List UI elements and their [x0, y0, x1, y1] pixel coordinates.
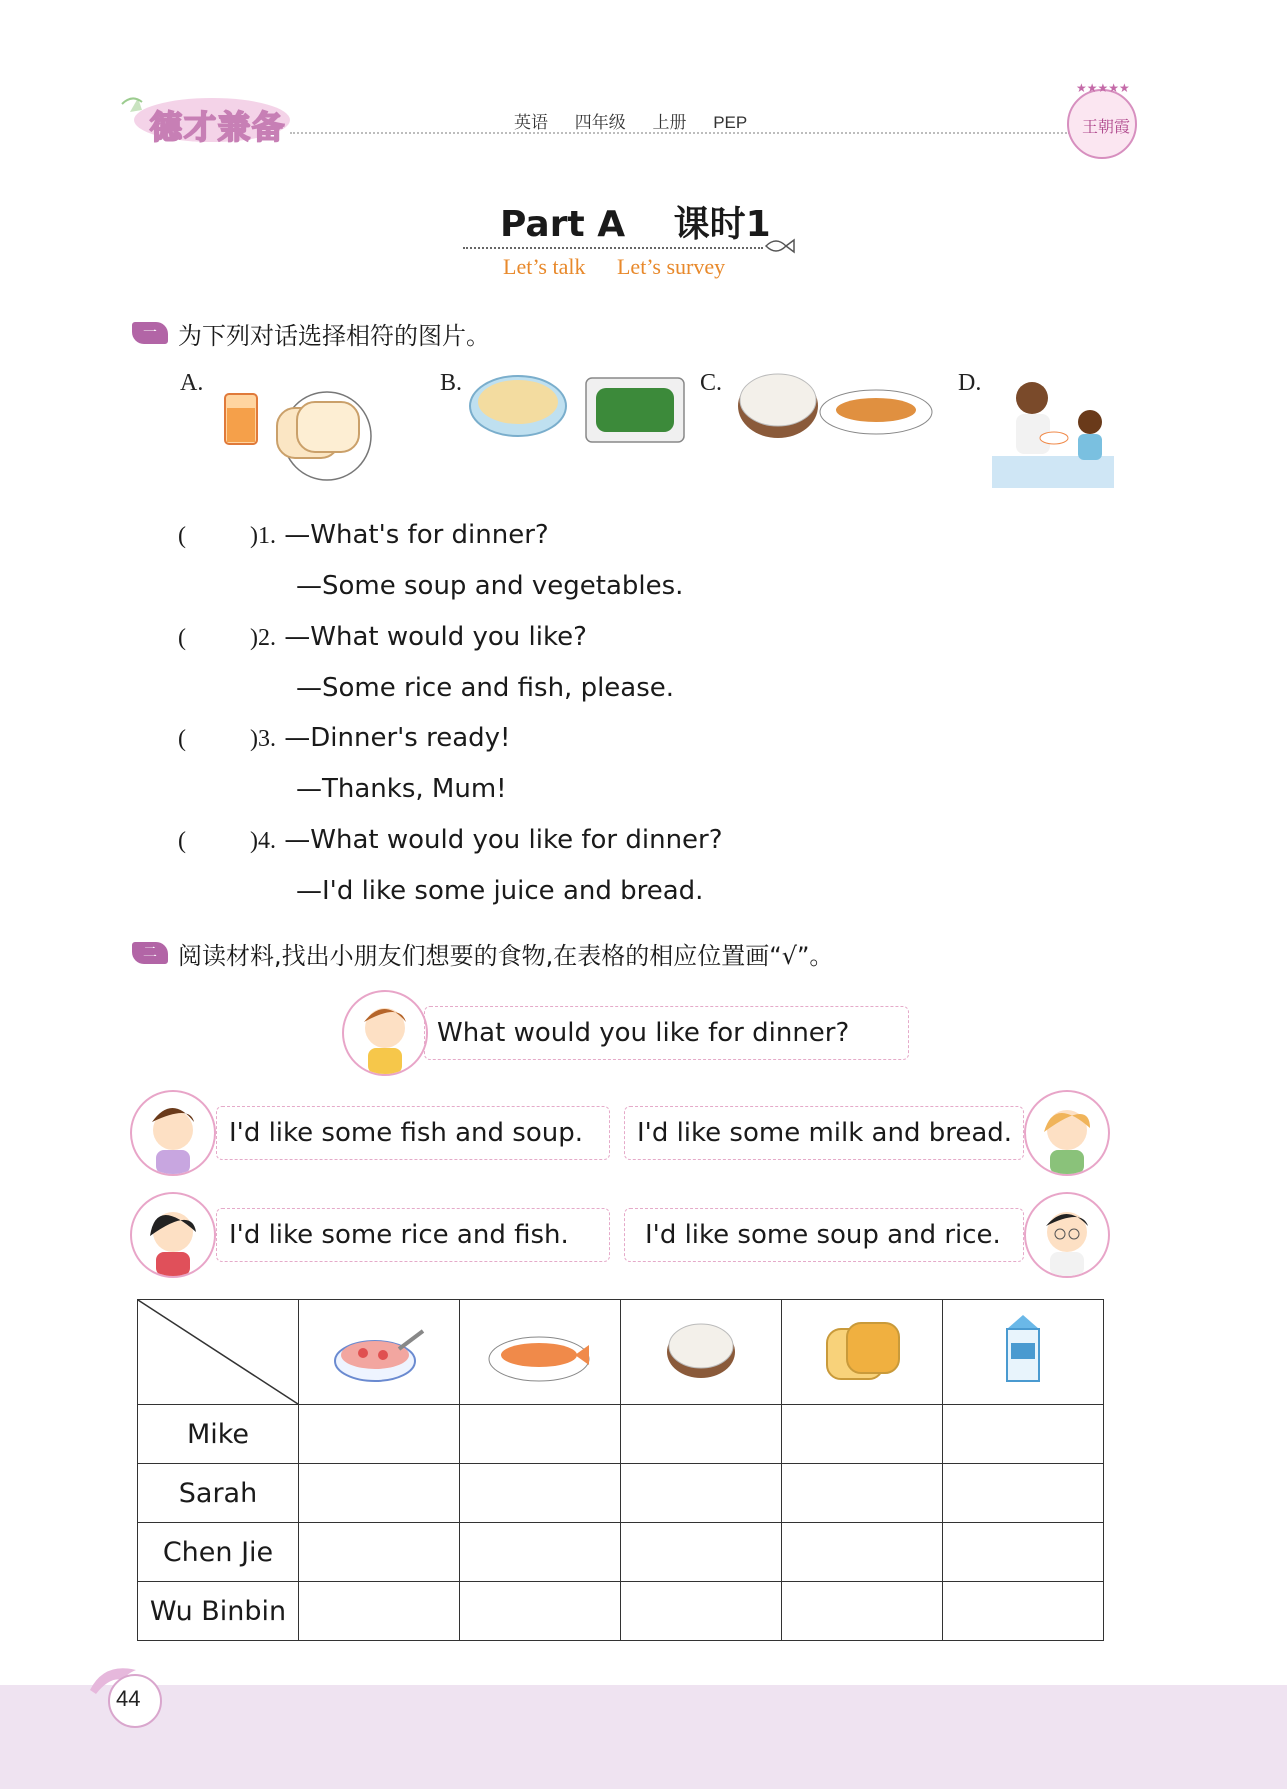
survey-table [137, 1299, 1104, 1641]
check-cell[interactable] [460, 1582, 621, 1641]
question-number: )4. [250, 828, 276, 854]
row-name: Wu Binbin [138, 1582, 299, 1641]
page-title [500, 196, 771, 247]
question-2-reply: —Some rice and fish, please. [296, 673, 675, 703]
answer-bubble-wu-binbin: I'd like some soup and rice. [624, 1208, 1024, 1262]
question-2 [178, 622, 587, 652]
check-cell[interactable] [943, 1405, 1104, 1464]
check-cell[interactable] [782, 1405, 943, 1464]
subtitle-survey: Let’s survey [616, 254, 726, 279]
publisher-seal [1062, 78, 1142, 162]
fish-icon [460, 1300, 621, 1405]
soup-icon [299, 1300, 460, 1405]
title-part: Part A [500, 204, 626, 245]
wu-binbin-avatar [1024, 1192, 1110, 1278]
option-d-label: D. [958, 370, 982, 396]
check-cell[interactable] [621, 1582, 782, 1641]
check-cell[interactable] [299, 1464, 460, 1523]
subject-label: 英语 [514, 113, 548, 132]
sarah-avatar [1024, 1090, 1110, 1176]
soup-vegetables-image [468, 372, 690, 450]
title-underline [463, 247, 763, 249]
milk-icon [943, 1300, 1104, 1405]
question-1 [178, 520, 549, 550]
chen-jie-avatar [130, 1192, 216, 1278]
question-line1: —What would you like? [284, 622, 587, 652]
title-lesson: 课时1 [673, 204, 771, 245]
check-cell[interactable] [460, 1523, 621, 1582]
header-info [514, 108, 763, 133]
section2-instruction: 阅读材料,找出小朋友们想要的食物,在表格的相应位置画“√”。 [178, 942, 834, 970]
subtitle-talk: Let’s talk [503, 254, 586, 279]
bread-icon [782, 1300, 943, 1405]
grade-label: 四年级 [574, 113, 626, 132]
volume-label: 上册 [652, 113, 687, 132]
check-cell[interactable] [782, 1464, 943, 1523]
table-row [138, 1582, 1104, 1641]
mother-child-dinner-image [992, 376, 1114, 488]
brand-text: 德才兼备 [150, 108, 287, 146]
edition-label: PEP [713, 113, 748, 132]
question-3 [178, 723, 510, 753]
question-line1: —What's for dinner? [284, 520, 549, 550]
answer-paren-open[interactable]: ( [178, 828, 186, 854]
row-name: Sarah [138, 1464, 299, 1523]
question-line1: —Dinner's ready! [284, 723, 511, 753]
option-c-label: C. [700, 370, 723, 396]
teacher-avatar [342, 990, 428, 1076]
option-b-label: B. [440, 370, 463, 396]
fish-decoration-icon [762, 234, 798, 258]
page-subtitle [503, 254, 751, 280]
check-cell[interactable] [299, 1582, 460, 1641]
table-header-row [138, 1300, 1104, 1405]
check-cell[interactable] [782, 1523, 943, 1582]
svg-text:★★★★★: ★★★★★ [1076, 81, 1130, 95]
juice-bread-image [215, 372, 375, 482]
check-cell[interactable] [943, 1523, 1104, 1582]
option-a-label: A. [180, 370, 204, 396]
rice-fish-image [736, 372, 936, 444]
check-cell[interactable] [299, 1523, 460, 1582]
question-line1: —What would you like for dinner? [284, 825, 723, 855]
question-bubble: What would you like for dinner? [424, 1006, 909, 1060]
rice-icon [621, 1300, 782, 1405]
answer-bubble-chen-jie: I'd like some rice and fish. [216, 1208, 610, 1262]
check-cell[interactable] [782, 1582, 943, 1641]
answer-paren-open[interactable]: ( [178, 625, 186, 651]
question-3-reply: —Thanks, Mum! [296, 774, 507, 804]
answer-paren-open[interactable]: ( [178, 726, 186, 752]
answer-bubble-sarah: I'd like some milk and bread. [624, 1106, 1024, 1160]
row-name: Mike [138, 1405, 299, 1464]
question-4 [178, 825, 723, 855]
check-cell[interactable] [621, 1523, 782, 1582]
question-4-reply: —I'd like some juice and bread. [296, 876, 704, 906]
table-row [138, 1405, 1104, 1464]
check-cell[interactable] [621, 1405, 782, 1464]
question-number: )2. [250, 625, 276, 651]
brand-logo [112, 82, 292, 146]
check-cell[interactable] [299, 1405, 460, 1464]
question-number: )3. [250, 726, 276, 752]
check-cell[interactable] [943, 1582, 1104, 1641]
section2-badge: 二 [132, 942, 168, 964]
question-1-reply: —Some soup and vegetables. [296, 571, 684, 601]
table-corner-cell [138, 1300, 299, 1405]
check-cell[interactable] [943, 1464, 1104, 1523]
answer-paren-open[interactable]: ( [178, 523, 186, 549]
section1-badge: 一 [132, 322, 168, 344]
question-number: )1. [250, 523, 276, 549]
check-cell[interactable] [460, 1405, 621, 1464]
answer-bubble-mike: I'd like some fish and soup. [216, 1106, 610, 1160]
table-row [138, 1523, 1104, 1582]
row-name: Chen Jie [138, 1523, 299, 1582]
seal-text: 王朝霞 [1082, 117, 1131, 136]
mike-avatar [130, 1090, 216, 1176]
footer-band [0, 1685, 1287, 1789]
page-number: 44 [116, 1686, 141, 1711]
check-cell[interactable] [621, 1464, 782, 1523]
check-cell[interactable] [460, 1464, 621, 1523]
section1-instruction: 为下列对话选择相符的图片。 [178, 322, 490, 350]
table-row [138, 1464, 1104, 1523]
